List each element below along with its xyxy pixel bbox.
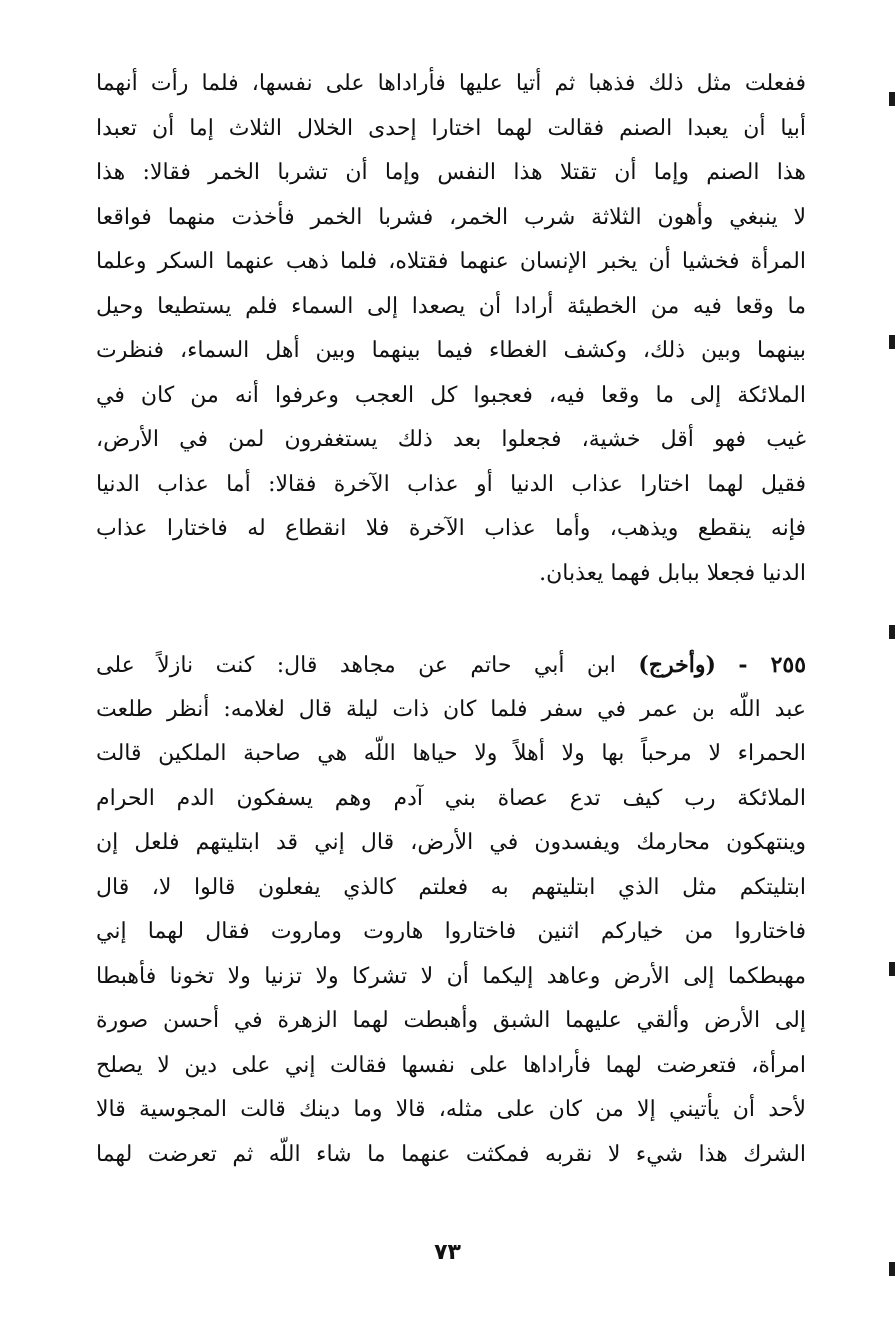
entry-lead: (وأخرج) (638, 652, 716, 678)
paragraph-2 (96, 643, 806, 1177)
entry-number: ٢٥٥ - (738, 652, 806, 678)
text-line: الشرك هذا شيء لا نقربه فمكثت عنهما ما شاء اللّه ثم تعرضت لهما (96, 1141, 806, 1167)
text-line: هذا الصنم وإما أن تقتلا هذا النفس وإما أن تشربا الخمر فقالا: هذا (96, 160, 806, 185)
text-line: مهبطكما إلى الأرض وعاهد إليكما أن لا تشركا ولا تزنيا ولا تخونا فأهبطا (96, 963, 806, 989)
text-line: الملائكة رب كيف تدع عصاة بني آدم وهم يسفكون الدم الحرام (96, 785, 806, 811)
text-line: أبيا أن يعبدا الصنم فقالت لهما اختارا إحدى الخلال الثلاث إما أن تعبدا (96, 115, 806, 141)
text-line: الدنيا فجعلا ببابل فهما يعذبان. (539, 560, 806, 586)
text-line: فإنه ينقطع ويذهب، وأما عذاب الآخرة فلا انقطاع له فاختارا عذاب (96, 516, 806, 541)
text-line: الحمراء لا مرحباً بها ولا أهلاً ولا حياها اللّه هي صاحبة الملكين قالت (96, 741, 806, 766)
text-line: فاختاروا من خياركم اثنين فاختاروا هاروت وماروت فقال لهما إني (96, 919, 806, 944)
text-line: ما وقعا فيه من الخطيئة أرادا أن يصعدا إلى السماء فلم يستطيعا وحيل (96, 293, 806, 319)
text-line: لأحد أن يأتيني إلا من كان على مثله، قالا وما دينك قالت المجوسية قالا (96, 1097, 806, 1122)
page-number: ٧٣ (434, 1240, 461, 1265)
text-line: امرأة، فتعرضت لهما فأراداها على نفسها فقالت إني على دين لا يصلح (96, 1052, 806, 1078)
page-edge-mark (889, 962, 895, 976)
text-line: الملائكة إلى ما وقعا فيه، فعجبوا كل العجب وعرفوا أنه من كان في (96, 382, 806, 408)
text-line: ففعلت مثل ذلك فذهبا ثم أتيا عليها فأراداها على نفسها، فلما رأت أنهما (96, 71, 806, 96)
text-line: بينهما وبين ذلك، وكشف الغطاء فيما بينهما وبين أهل السماء، فنظرت (96, 338, 806, 363)
text-line-first (96, 643, 806, 688)
text-line: ابتليتكم مثل الذي ابتليتهم به فعلتم كالذي يفعلون قالوا لا، قال (96, 874, 806, 900)
text-line: لا ينبغي وأهون الثلاثة شرب الخمر، فشربا الخمر فأخذت منهما فواقعا (96, 204, 806, 230)
text-line: المرأة فخشيا أن يخبر الإنسان عنهما فقتلاه، فلما ذهب عنهما السكر وعلما (96, 249, 806, 274)
entry-first-line-text: ابن أبي حاتم عن مجاهد قال: كنت نازلاً على (96, 653, 616, 678)
text-line: عبد اللّه بن عمر في سفر فلما كان ذات ليلة قال لغلامه: أنظر طلعت (96, 696, 806, 722)
page-edge-mark (889, 92, 895, 106)
text-line: إلى الأرض وألقي عليهما الشبق وأهبطت لهما الزهرة في أحسن صورة (96, 1008, 806, 1033)
text-line: فقيل لهما اختارا عذاب الدنيا أو عذاب الآخرة فقالا: أما عذاب الدنيا (96, 471, 806, 497)
page-edge-mark (889, 625, 895, 639)
text-line: وينتهكون محارمك ويفسدون في الأرض، قال إني قد ابتليتهم فلعل إن (96, 830, 806, 855)
page-edge-mark (889, 335, 895, 349)
text-line: غيب فهو أقل خشية، فجعلوا بعد ذلك يستغفرون لمن في الأرض، (96, 427, 806, 452)
paragraph-1 (96, 62, 806, 596)
